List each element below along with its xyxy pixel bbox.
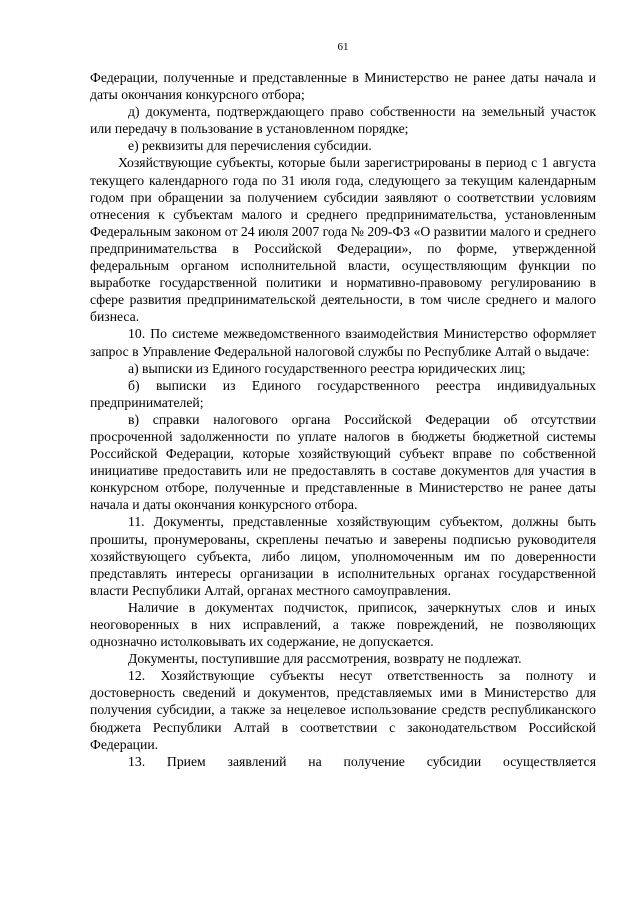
paragraph: 10. По системе межведомственного взаимодействия Министерство оформляет запрос в Управление Федеральной налоговой службы по Республике Алтай о выдаче:	[90, 326, 596, 359]
paragraph: Наличие в документах подчисток, приписок, зачеркнутых слов и иных неоговоренных в них исправлений, а также повреждений, не позволяющих однозначно истолковывать их содержание, не допускается.	[90, 599, 596, 650]
paragraph: е) реквизиты для перечисления субсидии.	[128, 138, 372, 154]
paragraph: д) документа, подтверждающего право собственности на земельный участок или передачу в пользование в установленном порядке;	[90, 104, 596, 137]
document-body	[90, 69, 596, 770]
paragraph: Федерации, полученные и представленные в Министерство не ранее даты начала и даты окончания конкурсного отбора;	[90, 70, 596, 103]
paragraph: в) справки налогового органа Российской Федерации об отсутствии просроченной задолженности по уплате налогов в бюджеты бюджетной системы Российской Федерации, которые хозяйствующий субъект вправе по собственной инициативе предоставить или не предоставлять в составе документов для участия в конкурсном отборе, полученные и представленные в Министерство не ранее даты начала и даты окончания конкурсного отбора.	[90, 411, 596, 513]
document-page	[90, 40, 596, 770]
paragraph: Хозяйствующие субъекты, которые были зарегистрированы в период с 1 августа текущего календарного года по 31 июля года, следующего за текущим календарным годом при обращении за получением субсидии заявляют о соответствии условиям отнесения к субъектам малого и среднего предпринимательства, установленным Федеральным законом от 24 июля 2007 года № 209-ФЗ «О развитии малого и среднего предпринимательства в Российской Федерации», по форме, утвержденной федеральным органом исполнительной власти, осуществляющим функции по выработке государственной политики и нормативно-правовому регулированию в сфере развития предпринимательской деятельности, в том числе среднего и малого бизнеса.	[90, 155, 596, 325]
paragraph: 12. Хозяйствующие субъекты несут ответственность за полноту и достоверность сведений и документов, представляемых ими в Министерство для получения субсидии, а также за нецелевое использование средств республиканского бюджета Республики Алтай в соответствии с законодательством Российской Федерации.	[90, 668, 596, 752]
page-number: 61	[337, 41, 349, 53]
paragraph: 13. Прием заявлений на получение субсидии осуществляется	[128, 753, 596, 769]
paragraph: б) выписки из Единого государственного реестра индивидуальных предпринимателей;	[90, 377, 596, 410]
paragraph: Документы, поступившие для рассмотрения, возврату не подлежат.	[128, 651, 522, 667]
paragraph: а) выписки из Единого государственного реестра юридических лиц;	[128, 360, 526, 376]
paragraph: 11. Документы, представленные хозяйствующим субъектом, должны быть прошиты, пронумерованы, скреплены печатью и заверены подписью руководителя хозяйствующего субъекта, либо лицом, уполномоченным им по доверенности представлять интересы организации в исполнительных органах государственной власти Республики Алтай, органах местного самоуправления.	[90, 514, 596, 598]
